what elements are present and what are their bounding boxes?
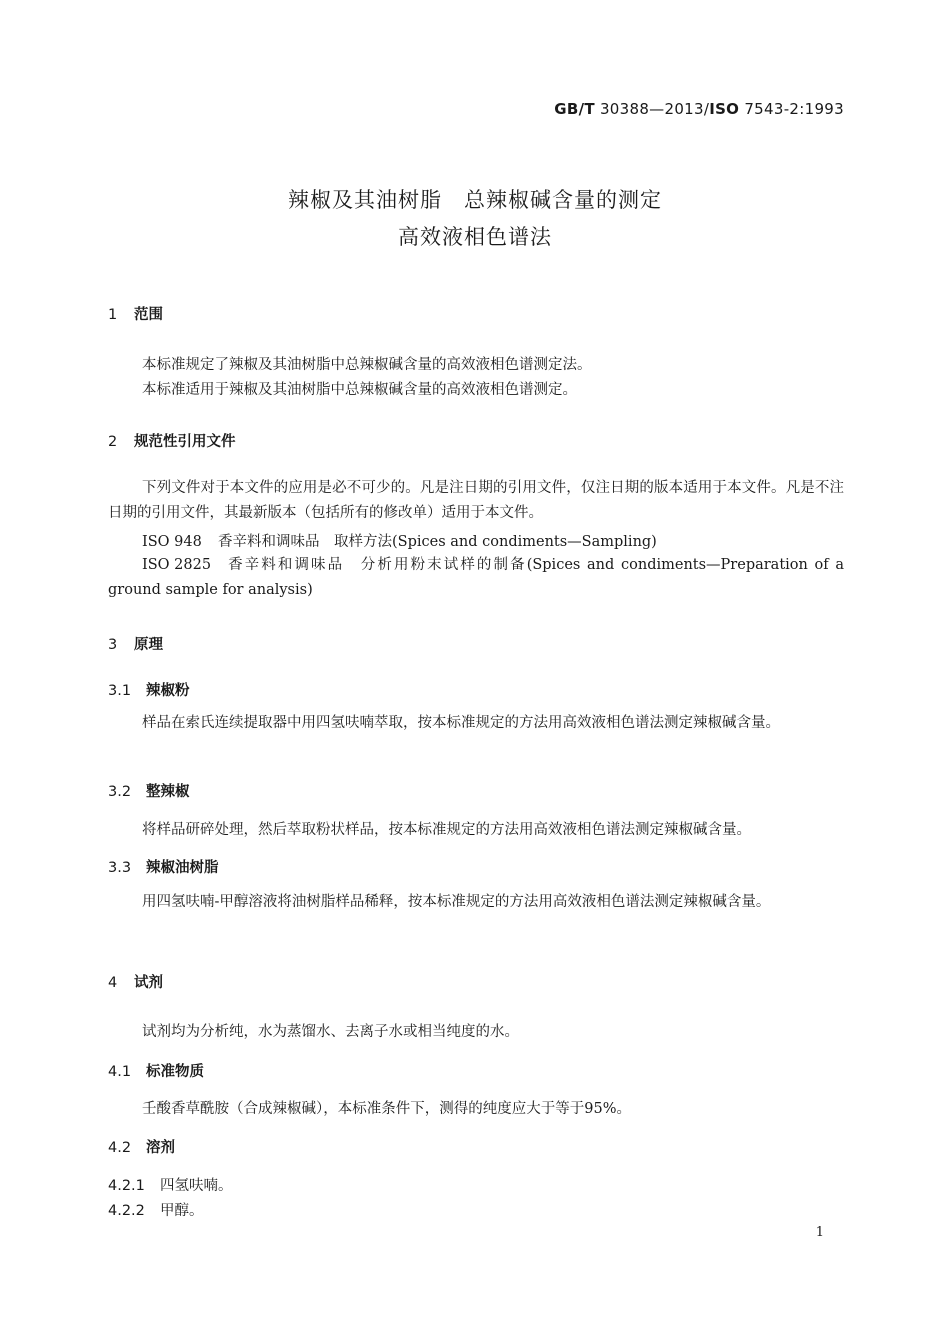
section-title: 试剂 [134,975,163,991]
subsection-4-1-heading [108,1060,204,1081]
gb-number: 30388—2013/ [599,100,710,118]
reference-code: ISO 2825 [142,557,212,573]
reference-code: ISO 948 [142,534,202,550]
section-3-heading [108,633,163,654]
subsection-title: 标准物质 [146,1064,204,1080]
section-number: 3 [108,637,118,653]
subsection-title: 整辣椒 [146,784,190,800]
subsection-title: 辣椒油树脂 [146,860,219,876]
section-1-heading [108,303,163,324]
section-4-heading [108,971,163,992]
references-intro-paragraph: 下列文件对于本文件的应用是必不可少的。凡是注日期的引用文件，仅注日期的版本适用于本文件。凡是不注日期的引用文件，其最新版本（包括所有的修改单）适用于本文件。 [108,480,844,521]
section-title: 范围 [134,307,163,323]
clause-4-2-2 [108,1199,204,1220]
scope-paragraph-2: 本标准适用于辣椒及其油树脂中总辣椒碱含量的高效液相色谱测定。 [142,382,577,398]
clause-text: 甲醇。 [160,1203,204,1219]
subsection-number: 4.2 [108,1140,132,1156]
iso-number: 7543-2:1993 [744,100,844,118]
document-title-line2: 高效液相色谱法 [398,225,552,249]
reference-title: 香辛料和调味品 分析用粉末试样的制备(Spices and condiments—Preparation of a ground sample for analysis) [108,557,844,598]
reagents-paragraph: 试剂均为分析纯，水为蒸馏水、去离子水或相当纯度的水。 [142,1024,519,1040]
subsection-3-1-heading [108,679,190,700]
clause-text: 四氢呋喃。 [160,1178,233,1194]
clause-number: 4.2.1 [108,1178,145,1194]
subsection-title: 辣椒粉 [146,683,190,699]
iso-prefix: ISO [709,100,740,118]
subsection-3-1-text: 样品在索氏连续提取器中用四氢呋喃萃取，按本标准规定的方法用高效液相色谱法测定辣椒碱含量。 [142,715,780,731]
gb-prefix: GB/T [554,100,595,118]
subsection-4-2-heading [108,1136,175,1157]
section-number: 2 [108,434,118,450]
clause-4-2-1 [108,1174,233,1195]
reference-iso-2825 [108,553,844,603]
section-number: 1 [108,307,118,323]
section-number: 4 [108,975,118,991]
section-title: 规范性引用文件 [134,434,236,450]
subsection-title: 溶剂 [146,1140,175,1156]
clause-number: 4.2.2 [108,1203,145,1219]
section-title: 原理 [134,637,163,653]
subsection-number: 3.1 [108,683,132,699]
scope-paragraph-1: 本标准规定了辣椒及其油树脂中总辣椒碱含量的高效液相色谱测定法。 [142,357,592,373]
subsection-number: 3.3 [108,860,132,876]
subsection-4-1-text: 壬酸香草酰胺（合成辣椒碱），本标准条件下，测得的纯度应大于等于95%。 [142,1101,631,1117]
subsection-number: 3.2 [108,784,132,800]
page-number: 1 [815,1225,824,1240]
reference-iso-948 [142,530,657,551]
subsection-number: 4.1 [108,1064,132,1080]
subsection-3-2-text: 将样品研碎处理，然后萃取粉状样品，按本标准规定的方法用高效液相色谱法测定辣椒碱含量。 [142,822,751,838]
standard-code [554,100,844,118]
subsection-3-3-heading [108,856,219,877]
section-2-heading [108,430,236,451]
subsection-3-3-text: 用四氢呋喃-甲醇溶液将油树脂样品稀释，按本标准规定的方法用高效液相色谱法测定辣椒碱含量。 [142,894,771,910]
reference-title: 香辛料和调味品 取样方法(Spices and condiments—Sampling) [218,534,657,550]
subsection-3-2-heading [108,780,190,801]
document-title-line1: 辣椒及其油树脂 总辣椒碱含量的测定 [288,188,662,212]
